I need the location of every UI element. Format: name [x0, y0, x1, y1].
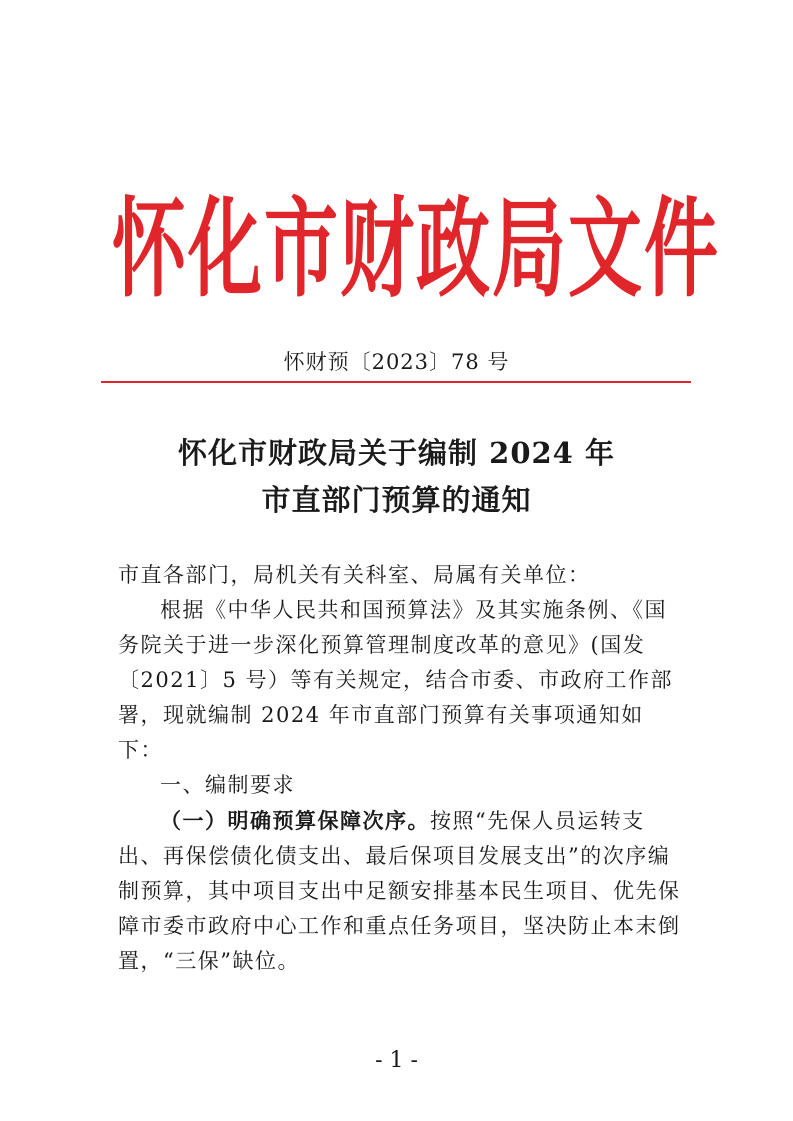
issuer-header-char: 怀 [112, 187, 188, 313]
issuer-header-char: 财 [340, 187, 416, 313]
issuer-header-char: 化 [188, 187, 264, 313]
issuer-header-char: 市 [264, 187, 340, 313]
document-title-line1: 怀化市财政局关于编制 2024 年 [178, 436, 615, 470]
salutation: 市直各部门，局机关有关科室、局属有关单位： [118, 563, 591, 587]
subsection-paragraph [118, 803, 683, 979]
page-number: - 1 - [375, 1048, 418, 1073]
document-number: 怀财预〔2023〕78 号 [283, 350, 510, 374]
red-divider [101, 381, 691, 383]
document-title-line2: 市直部门预算的通知 [261, 483, 532, 517]
subsection-heading: （一）明确预算保障次序。 [160, 808, 430, 833]
section-heading: 一、编制要求 [160, 773, 295, 797]
document-body [118, 558, 683, 979]
issuer-header [112, 187, 720, 313]
subsection-text: 按照“先保人员运转支出、再保偿债化债支出、最后保项目发展支出”的次序编制预算，其中项目支出中足额安排基本民生项目、优先保障市委市政府中心工作和重点任务项目，坚决防止本末倒置，“三保”缺位。 [118, 809, 681, 973]
issuer-header-char: 政 [416, 187, 492, 313]
intro-paragraph: 根据《中华人民共和国预算法》及其实施条例、《国务院关于进一步深化预算管理制度改革的意见》(国发〔2021〕5 号）等有关规定，结合市委、市政府工作部署，现就编制 2024 年市直部门预算有关事项通知如下： [118, 598, 673, 762]
document-title [0, 430, 793, 524]
issuer-header-char: 局 [492, 187, 568, 313]
issuer-header-char: 件 [644, 187, 720, 313]
issuer-header-char: 文 [568, 187, 644, 313]
